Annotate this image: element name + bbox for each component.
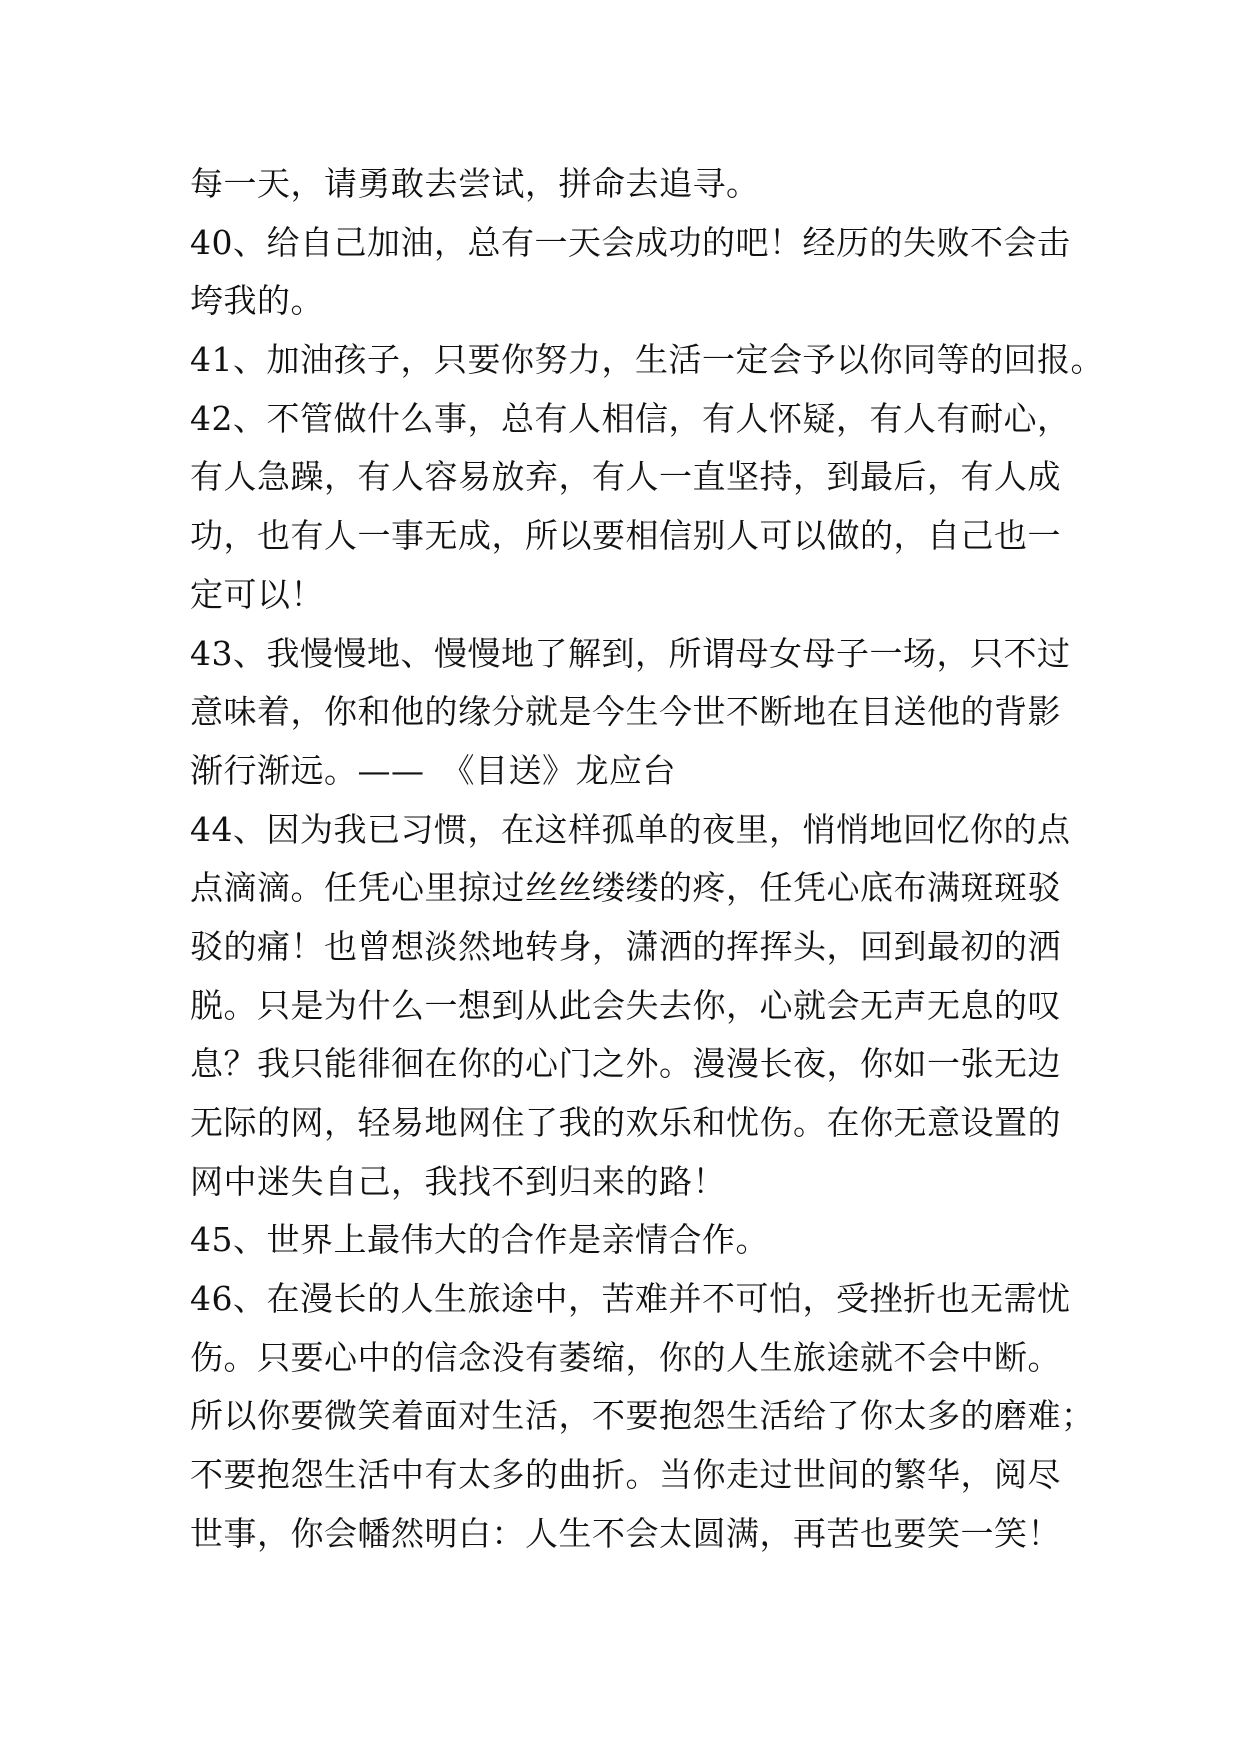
text-line: 渐行渐远。—— 《目送》龙应台 bbox=[190, 750, 676, 790]
text-line: 不要抱怨生活中有太多的曲折。当你走过世间的繁华，阅尽 bbox=[190, 1455, 1061, 1495]
text-line: 驳的痛！也曾想淡然地转身，潇洒的挥挥头，回到最初的洒 bbox=[190, 926, 1061, 966]
text-line: 点滴滴。任凭心里掠过丝丝缕缕的疼，任凭心底布满斑斑驳 bbox=[190, 868, 1061, 908]
text-line: 41、加油孩子，只要你努力，生活一定会予以你同等的回报。 bbox=[190, 340, 1104, 380]
text-line: 世事，你会幡然明白：人生不会太圆满，再苦也要笑一笑！ bbox=[190, 1513, 1061, 1553]
text-line: 无际的网，轻易地网住了我的欢乐和忧伤。在你无意设置的 bbox=[190, 1103, 1061, 1142]
text-line: 46、在漫长的人生旅途中，苦难并不可怕，受挫折也无需忧 bbox=[190, 1279, 1071, 1319]
text-line: 40、给自己加油，总有一天会成功的吧！经历的失败不会击 bbox=[190, 222, 1071, 262]
text-line: 定可以！ bbox=[190, 574, 324, 614]
body-text bbox=[190, 155, 1104, 1564]
text-line: 43、我慢慢地、慢慢地了解到，所谓母女母子一场，只不过 bbox=[190, 633, 1071, 673]
text-line: 所以你要微笑着面对生活，不要抱怨生活给了你太多的磨难； bbox=[190, 1396, 1095, 1436]
text-line: 息？我只能徘徊在你的心门之外。漫漫长夜，你如一张无边 bbox=[190, 1044, 1061, 1084]
text-line: 每一天，请勇敢去尝试，拼命去追寻。 bbox=[190, 164, 760, 203]
text-line: 42、不管做什么事，总有人相信，有人怀疑，有人有耐心， bbox=[190, 398, 1071, 438]
text-line: 功，也有人一事无成，所以要相信别人可以做的，自己也一 bbox=[190, 516, 1061, 556]
text-line: 44、因为我已习惯，在这样孤单的夜里，悄悄地回忆你的点 bbox=[190, 809, 1071, 849]
text-line: 有人急躁，有人容易放弃，有人一直坚持，到最后，有人成 bbox=[190, 457, 1061, 497]
text-line: 垮我的。 bbox=[190, 281, 324, 321]
text-line: 45、世界上最伟大的合作是亲情合作。 bbox=[190, 1220, 769, 1260]
text-line: 网中迷失自己，我找不到归来的路！ bbox=[190, 1161, 726, 1201]
text-line: 伤。只要心中的信念没有萎缩，你的人生旅途就不会中断。 bbox=[190, 1337, 1061, 1377]
text-line: 脱。只是为什么一想到从此会失去你，心就会无声无息的叹 bbox=[190, 985, 1061, 1025]
text-line: 意味着，你和他的缘分就是今生今世不断地在目送他的背影 bbox=[190, 692, 1061, 732]
